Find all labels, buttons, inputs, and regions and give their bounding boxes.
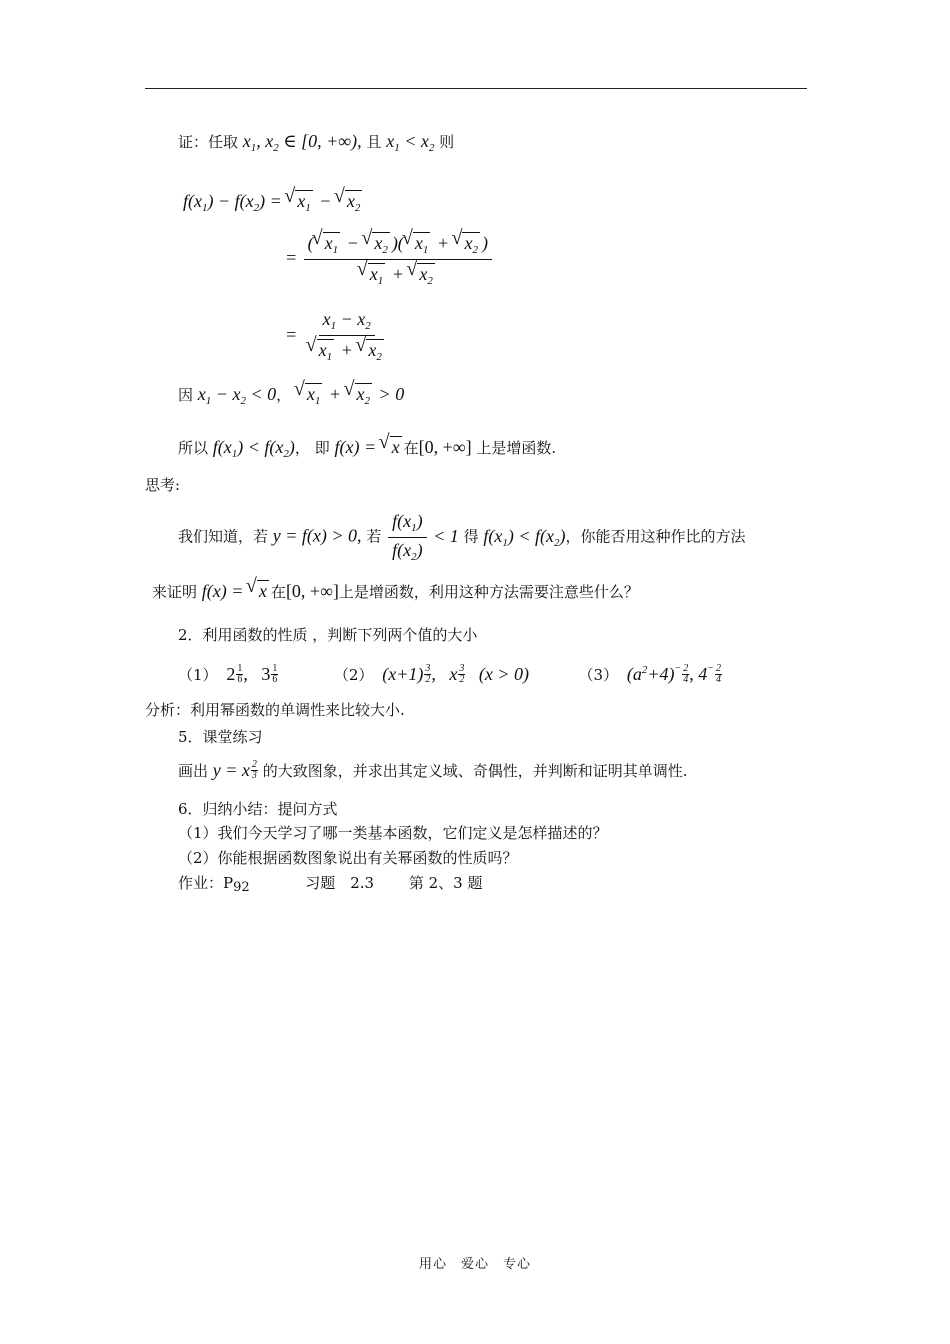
proof-label: 证：任取 <box>178 133 239 151</box>
namely-label: 即 <box>314 439 330 457</box>
section-6-q2 <box>178 851 518 866</box>
section-5-text-a: 画出 <box>178 762 209 780</box>
homework-label: 作业：P <box>178 874 234 892</box>
item-2-label: （2） <box>333 666 374 684</box>
equation-line-3: = $x_1 - x_2$ √ $x_1$ + √ $x_2$ <box>285 310 392 363</box>
math-compare-2: $f(x_1) < f(x_2)$ <box>483 525 566 549</box>
equation-line-1: $f(x_1) - f(x_2)$ = √ $x_1$ − √ $x_2$ <box>183 190 364 214</box>
section-5-task <box>178 760 687 781</box>
and-text: 且 <box>366 133 382 151</box>
math-order: $x_1 < x_2$ <box>386 131 435 154</box>
question-2-text: 2．利用函数的性质 ，判断下列两个值的大小 <box>178 626 478 644</box>
question-2 <box>178 628 477 643</box>
so-label: 所以 <box>178 439 209 457</box>
math-ratio: $\frac{f(x_1)}{f(x_2)}$ < 1 <box>386 526 459 546</box>
math-compare: $f(x_1) < f(x_2)$ <box>212 437 295 460</box>
because-line <box>178 383 404 407</box>
think-text-c: 得 <box>463 527 479 546</box>
homework-line <box>178 876 482 894</box>
because-label: 因 <box>178 386 194 404</box>
think-label: 思考: <box>145 476 181 494</box>
section-6 <box>178 802 338 817</box>
think-text-a: 我们知道，若 <box>178 527 269 546</box>
then-text: 则 <box>439 133 455 151</box>
item-1-label: （1） <box>178 666 218 684</box>
page-footer: 用心 爱心 专心 <box>418 1257 531 1272</box>
item-3-label: （3） <box>578 666 619 684</box>
math-sum-pos: √ $x_1$ + √ $x_2 > 0$ <box>296 384 404 404</box>
section-5-text-b: 的大致图象，并求出其定义域、奇偶性，并判断和证明其单调性. <box>262 762 688 780</box>
think-line-1 <box>178 512 745 563</box>
section-6-q1-text: （1）我们今天学习了哪一类基本函数，它们定义是怎样描述的？ <box>178 824 608 842</box>
comma: ， <box>294 439 310 457</box>
section-6-q1 <box>178 826 608 841</box>
math-function: f(x) = √ x <box>335 437 404 457</box>
math-function-2: f(x) = √ x <box>202 581 271 601</box>
increasing-text: 上是增函数. <box>476 439 557 457</box>
think-line-2: 来证明 f(x) = √ x 在[0, +∞]上是增函数，利用这种方法需要注意些什么？ <box>152 580 639 600</box>
math-power: y = x $\frac{2}{3}$ <box>212 759 257 781</box>
proof-line <box>178 132 454 154</box>
item-1-math: 2 $\frac{1}{6}$ , 3 $\frac{1}{6}$ <box>226 663 278 685</box>
think-text-2b: 上是增函数，利用这种方法需要注意些什么？ <box>338 583 639 601</box>
think-text-d: ，你能否用这种作比的方法 <box>565 527 746 546</box>
so-line: 所以 $f(x_1) < f(x_2)$， 即 f(x) = √ x 在[0, +∞] 上是增函数. <box>178 436 556 460</box>
section-5-title: 5．课堂练习 <box>178 728 263 746</box>
item-2-math: (x+1) $\frac{3}{2}$ , x $\frac{3}{2}$ (x > 0) <box>382 663 529 685</box>
math-domain: $x_1$, $x_2$ ∈ [0, +∞), <box>242 131 362 154</box>
analysis-line <box>145 703 405 718</box>
math-diff: $x_1 - x_2 < 0$ <box>197 384 277 407</box>
header-rule <box>145 88 807 89</box>
think-text-2a: 来证明 <box>152 583 198 601</box>
question-2-items <box>178 664 722 685</box>
section-5 <box>178 730 263 745</box>
think-heading <box>145 478 180 493</box>
think-text-b: 若 <box>366 527 382 546</box>
equation-line-2: = (√ $x_1$ − √ $x_2$ )(√ $x_1$ + √ $x_2$ ) √ $x_1$ + √ $x_2$ <box>285 232 494 287</box>
item-3-math: $(a^2+4)^-$ $\frac{2}{4}$ , 4− $\frac{2}{4}$ <box>626 663 721 685</box>
section-6-title: 6．归纳小结：提问方式 <box>178 800 338 818</box>
comma: ， <box>276 386 292 404</box>
section-6-q2-text: （2）你能根据函数图象说出有关幂函数的性质吗？ <box>178 849 518 867</box>
homework-text: 习题 2.3 第 2、3 题 <box>305 874 483 892</box>
math-positive: y = f(x) > 0, <box>272 525 362 546</box>
analysis-text: 分析：利用幂函数的单调性来比较大小. <box>145 701 405 719</box>
homework-page: 92 <box>233 880 250 895</box>
